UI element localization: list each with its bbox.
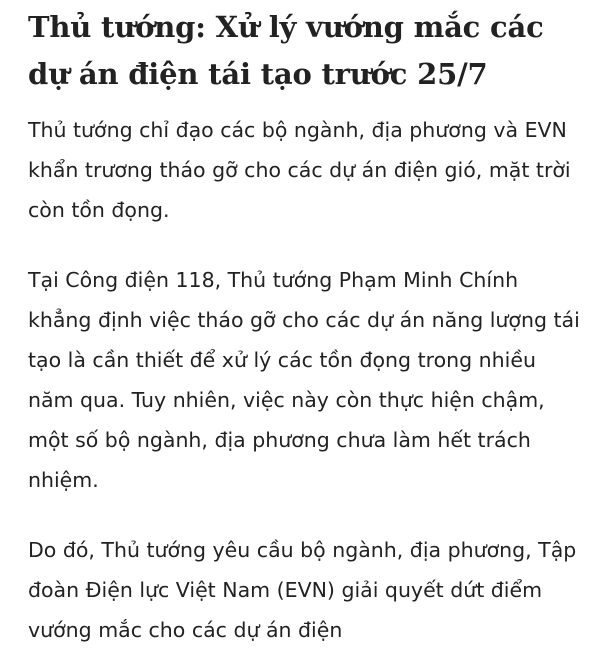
article-container: [0, 4, 600, 642]
article-paragraph: Tại Công điện 118, Thủ tướng Phạm Minh Chính khẳng định việc tháo gỡ cho các dự án năng lượng tái tạo là cần thiết để xử lý các tồn đọng trong nhiều năm qua. Tuy nhiên, việc này còn thực hiện chậm, một số bộ ngành, địa phương chưa làm hết trách nhiệm.: [28, 268, 580, 492]
article-title: Thủ tướng: Xử lý vướng mắc các dự án điện tái tạo trước 25/7: [28, 10, 544, 91]
article-paragraph: Do đó, Thủ tướng yêu cầu bộ ngành, địa phương, Tập đoàn Điện lực Việt Nam (EVN) giải quyết dứt điểm vướng mắc cho các dự án điện: [28, 538, 577, 642]
article-lead: Thủ tướng chỉ đạo các bộ ngành, địa phương và EVN khẩn trương tháo gỡ cho các dự án điện gió, mặt trời còn tồn đọng.: [28, 118, 571, 222]
